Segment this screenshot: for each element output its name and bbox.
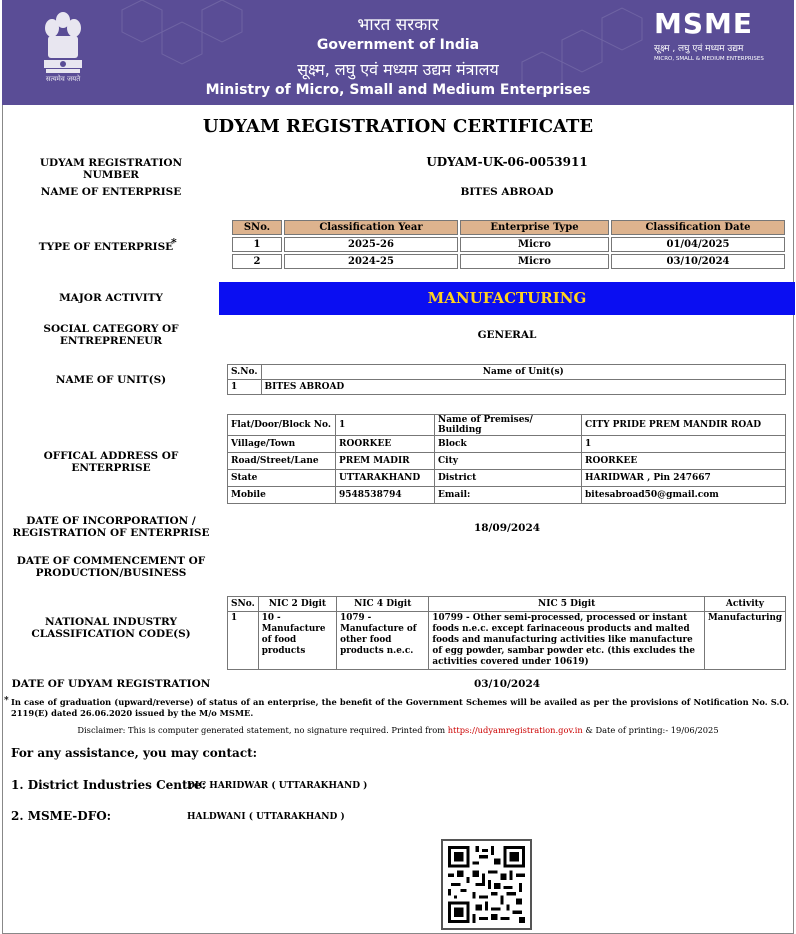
qr-code-icon xyxy=(448,846,525,923)
social-category-value: GENERAL xyxy=(477,329,537,341)
table-cell: 10 - Manufacture of food products xyxy=(258,612,336,670)
table-header: Classification Year xyxy=(284,220,458,235)
type-label: TYPE OF ENTERPRISE xyxy=(38,241,174,253)
disclaimer xyxy=(0,725,796,735)
udyam-date-label: DATE OF UDYAM REGISTRATION xyxy=(11,678,211,690)
commencement-label: DATE OF COMMENCEMENT OF PRODUCTION/BUSINESS xyxy=(16,555,206,579)
table-row xyxy=(228,487,786,504)
nic-table xyxy=(227,596,786,670)
table-cell: Micro xyxy=(460,254,609,269)
qr-code xyxy=(441,839,532,930)
graduation-note: In case of graduation (upward/reverse) of status of an enterprise, the benefit of the Government Schemes will be availed as per the provisions of Notification No. S.O. 2119(E) dated 26.06.2020 issued by the M/o MSME. xyxy=(11,697,789,718)
social-category-label: SOCIAL CATEGORY OF ENTREPRENEUR xyxy=(43,323,179,347)
nic-label: NATIONAL INDUSTRY CLASSIFICATION CODE(S) xyxy=(31,616,191,640)
address-table xyxy=(227,414,786,504)
table-cell: 1079 - Manufacture of other food products n.e.c. xyxy=(337,612,429,670)
ministry-title: Ministry of Micro, Small and Medium Enterprises xyxy=(205,82,591,98)
reg-number-label: UDYAM REGISTRATION NUMBER xyxy=(39,157,183,181)
table-row xyxy=(228,436,786,453)
table-cell: Email: xyxy=(435,487,582,504)
type-asterisk: * xyxy=(171,236,177,249)
table-header-row xyxy=(232,220,785,235)
table-cell: PREM MADIR xyxy=(336,453,435,470)
msme-logo-word: MSME xyxy=(654,7,754,40)
table-cell: Mobile xyxy=(228,487,336,504)
table-row xyxy=(228,380,786,395)
udyam-portal-link[interactable]: https://udyamregistration.gov.in xyxy=(447,725,583,735)
table-header: Name of Unit(s) xyxy=(261,365,785,380)
unit-name-label: NAME OF UNIT(S) xyxy=(55,374,167,386)
msme-logo-hindi: सूक्ष्म , लघु एवं मध्यम उद्यम xyxy=(654,44,744,54)
major-activity-label: MAJOR ACTIVITY xyxy=(59,292,163,304)
table-cell: ROORKEE xyxy=(582,453,786,470)
email-value: bitesabroad50@gmail.com xyxy=(582,487,786,504)
table-cell: 9548538794 xyxy=(336,487,435,504)
table-cell: Name of Premises/ Building xyxy=(435,415,582,436)
table-cell: UTTARAKHAND xyxy=(336,470,435,487)
table-cell: Flat/Door/Block No. xyxy=(228,415,336,436)
table-cell: District xyxy=(435,470,582,487)
enterprise-type-table xyxy=(230,218,787,271)
table-header: SNo. xyxy=(232,220,282,235)
table-row xyxy=(228,453,786,470)
incorporation-value: 18/09/2024 xyxy=(473,522,541,534)
udyam-date-value: 03/10/2024 xyxy=(473,678,541,690)
address-label: OFFICAL ADDRESS OF ENTERPRISE xyxy=(43,450,179,474)
table-header-row xyxy=(228,365,786,380)
table-cell: State xyxy=(228,470,336,487)
dic-label: 1. District Industries Centre: xyxy=(11,778,206,792)
table-row xyxy=(228,415,786,436)
table-row xyxy=(228,470,786,487)
table-header: SNo. xyxy=(228,597,259,612)
table-cell: 2 xyxy=(232,254,282,269)
table-cell: 1 xyxy=(582,436,786,453)
header-banner xyxy=(2,0,794,105)
table-cell: 1 xyxy=(228,612,259,670)
table-cell: 03/10/2024 xyxy=(611,254,785,269)
table-cell: 1 xyxy=(336,415,435,436)
emblem-caption: सत्यमेव जयते xyxy=(45,75,81,83)
disclaimer-prefix: Disclaimer: This is computer generated statement, no signature required. Printed from xyxy=(77,725,446,735)
table-cell: CITY PRIDE PREM MANDIR ROAD xyxy=(582,415,786,436)
table-row xyxy=(232,237,785,252)
table-header: NIC 4 Digit xyxy=(337,597,429,612)
disclaimer-suffix: & Date of printing:- 19/06/2025 xyxy=(585,725,719,735)
table-row xyxy=(228,612,786,670)
reg-number-value: UDYAM-UK-06-0053911 xyxy=(426,155,588,169)
table-cell: ROORKEE xyxy=(336,436,435,453)
table-cell: Block xyxy=(435,436,582,453)
dic-value: DIC HARIDWAR ( UTTARAKHAND ) xyxy=(187,781,368,791)
table-header: NIC 5 Digit xyxy=(429,597,705,612)
table-cell: HARIDWAR , Pin 247667 xyxy=(582,470,786,487)
incorporation-label: DATE OF INCORPORATION / REGISTRATION OF ENTERPRISE xyxy=(12,515,210,539)
table-cell: 2024-25 xyxy=(284,254,458,269)
table-header: Enterprise Type xyxy=(460,220,609,235)
table-cell: Road/Street/Lane xyxy=(228,453,336,470)
table-cell: Village/Town xyxy=(228,436,336,453)
table-row xyxy=(232,254,785,269)
table-cell: Micro xyxy=(460,237,609,252)
table-header: Activity xyxy=(704,597,785,612)
msme-logo-subtitle: MICRO, SMALL & MEDIUM ENTERPRISES xyxy=(654,56,764,62)
table-cell: BITES ABROAD xyxy=(261,380,785,395)
msme-logo xyxy=(654,7,774,62)
note-asterisk: * xyxy=(4,696,9,706)
msme-dfo-value: HALDWANI ( UTTARAKHAND ) xyxy=(187,812,345,822)
table-cell: 1 xyxy=(232,237,282,252)
enterprise-name-value: BITES ABROAD xyxy=(460,186,554,198)
certificate-title: UDYAM REGISTRATION CERTIFICATE xyxy=(202,116,594,137)
table-header: S.No. xyxy=(228,365,262,380)
table-cell: City xyxy=(435,453,582,470)
major-activity-value: MANUFACTURING xyxy=(219,282,795,315)
table-header: Classification Date xyxy=(611,220,785,235)
assistance-heading: For any assistance, you may contact: xyxy=(11,746,258,760)
table-header: NIC 2 Digit xyxy=(258,597,336,612)
table-cell: 10799 - Other semi-processed, processed or instant foods n.e.c. except farinaceous products and malted foods and manufacturing activities like manufacture of egg powder, sambar powder etc. (this excludes the activities covered under 10619) xyxy=(429,612,705,670)
table-cell: 1 xyxy=(228,380,262,395)
unit-table xyxy=(227,364,786,395)
government-title: Government of India xyxy=(316,37,480,53)
enterprise-name-label: NAME OF ENTERPRISE xyxy=(40,186,182,198)
msme-dfo-label: 2. MSME-DFO: xyxy=(11,809,112,823)
table-cell: 2025-26 xyxy=(284,237,458,252)
table-cell: Manufacturing xyxy=(704,612,785,670)
hindi-government-title: भारत सरकार xyxy=(357,15,439,35)
table-cell: 01/04/2025 xyxy=(611,237,785,252)
table-header-row xyxy=(228,597,786,612)
hindi-ministry-title: सूक्ष्म, लघु एवं मध्यम उद्यम मंत्रालय xyxy=(297,60,499,79)
